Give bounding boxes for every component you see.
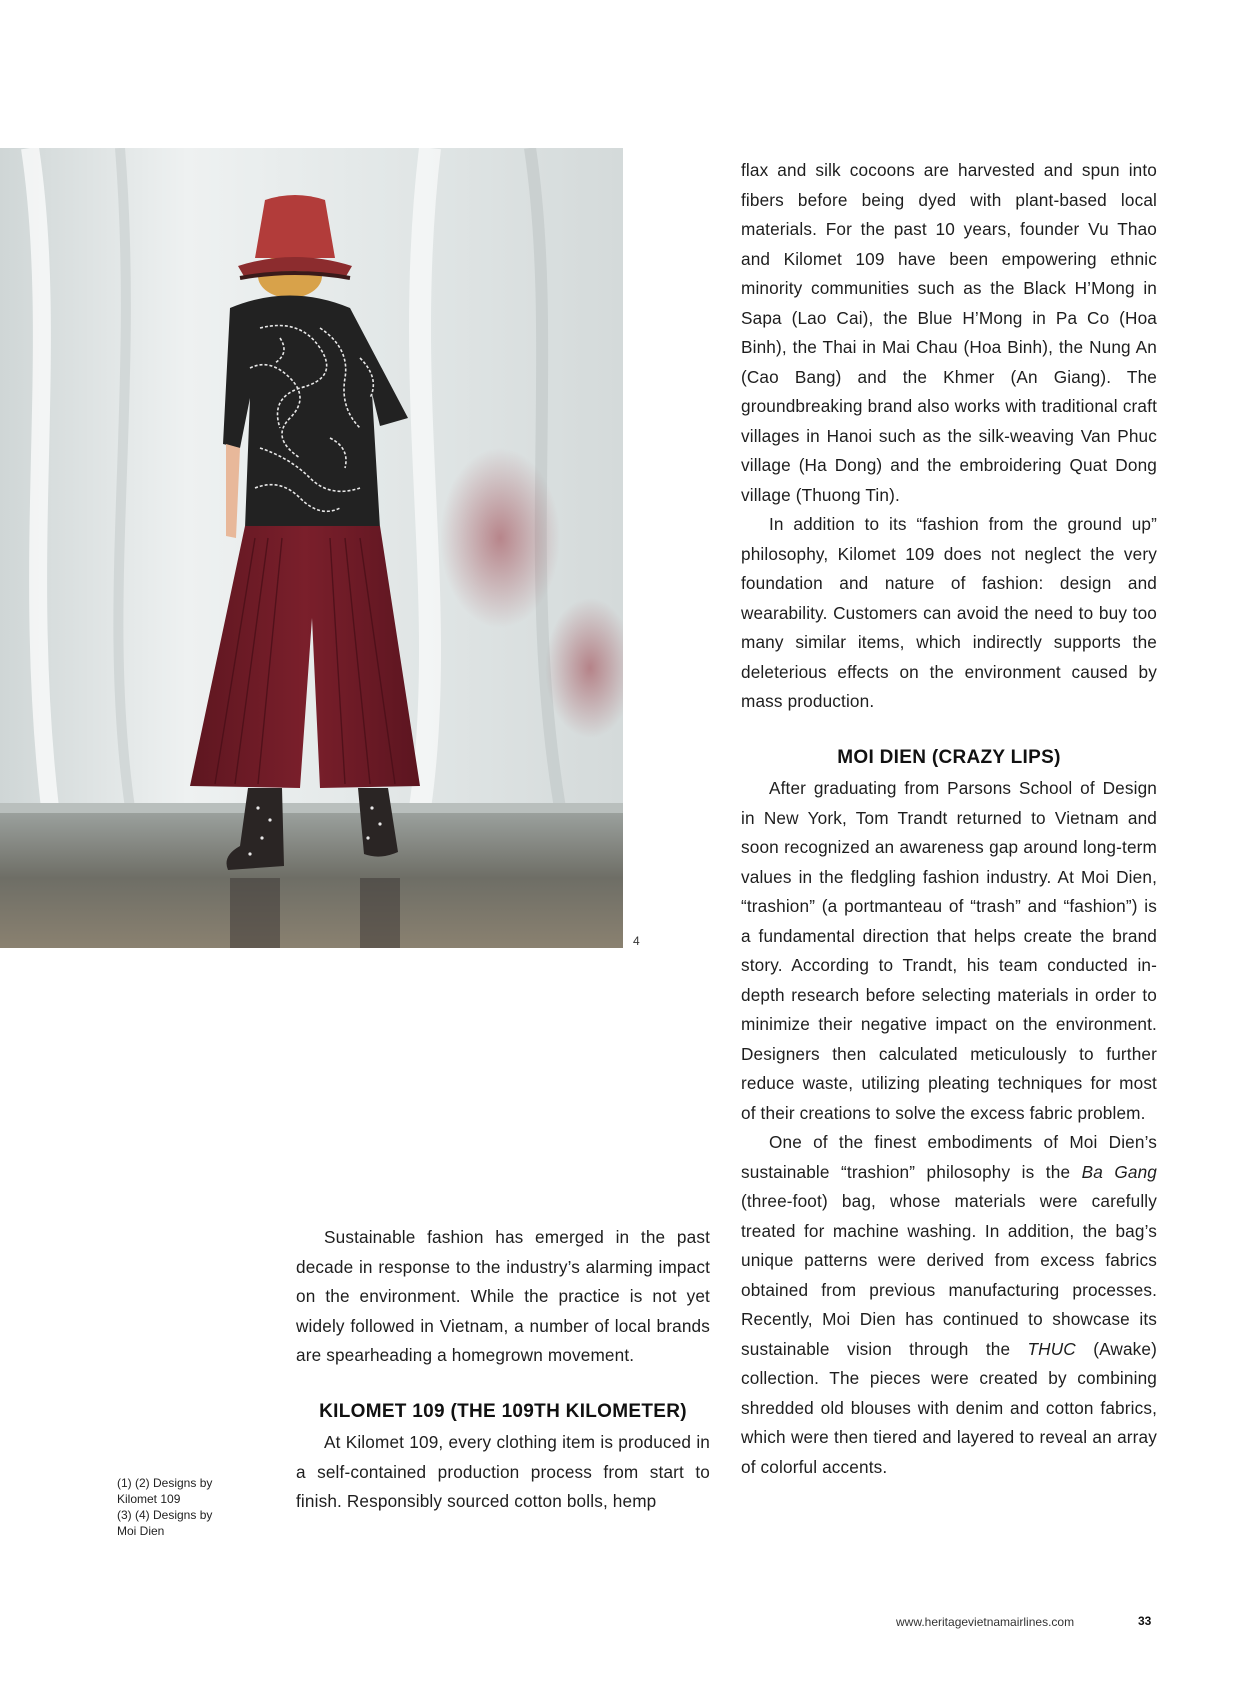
moidien-paragraph-2	[741, 1128, 1157, 1482]
caption-line: (1) (2) Designs by	[117, 1476, 213, 1490]
kilomet-paragraph-1-continued: flax and silk cocoons are harvested and spun into fibers before being dyed with plant-based local materials. For the past 10 years, founder Vu Thao and Kilomet 109 have been empowering ethnic minority communities such as the Black H’Mong in Sapa (Lao Cai), the Blue H’Mong in Pa Co (Hoa Binh), the Thai in Mai Chau (Hoa Binh), the Nung An (Cao Bang) and the Khmer (An Giang). The groundbreaking brand also works with traditional craft villages in Hanoi such as the silk-weaving Van Phuc village (Ha Dong) and the embroidering Quat Dong village (Thuong Tin).	[741, 160, 1157, 505]
right-text-column	[741, 156, 1157, 1482]
heading-moi-dien: MOI DIEN (CRAZY LIPS)	[837, 746, 1061, 768]
heading-kilomet-109: KILOMET 109 (THE 109TH KILOMETER)	[319, 1400, 687, 1422]
ba-gang-term: Ba Gang	[1081, 1161, 1157, 1182]
fashion-photo	[0, 148, 623, 948]
moidien-paragraph-1: After graduating from Parsons School of Design in New York, Tom Trandt returned to Vietnam and soon recognized an awareness gap around long-term values in the fledgling fashion industry. At Moi Dien, “trashion” (a portmanteau of “trash” and “fashion”) is a fundamental direction that helps create the brand story. According to Trandt, his team conducted in-depth research before selecting materials in order to minimize their negative impact on the environment. Designers then calculated meticulously to further reduce waste, utilizing pleating techniques for most of their creations to solve the excess fabric problem.	[741, 778, 1157, 1123]
kilomet-paragraph-1: At Kilomet 109, every clothing item is produced in a self-contained production process from start to finish. Responsibly sourced cotton bolls, hemp	[296, 1432, 710, 1511]
caption-line: Kilomet 109	[117, 1492, 181, 1506]
caption-line: (3) (4) Designs by	[117, 1508, 213, 1522]
page-number: 33	[1138, 1614, 1152, 1628]
photo-caption	[117, 1475, 257, 1539]
moidien-p2-part-a: One of the finest embodiments of Moi Dien’s sustainable “trashion” philosophy is the	[741, 1132, 1157, 1182]
moidien-p2-part-b: (three-foot) bag, whose materials were carefully treated for machine washing. In addition, the bag’s unique patterns were derived from excess fabrics obtained from previous manufacturing processes. Recently, Moi Dien has continued to showcase its sustainable vision through the	[741, 1191, 1157, 1359]
left-text-column	[296, 1223, 710, 1517]
caption-line: Moi Dien	[117, 1524, 165, 1538]
photo-number: 4	[633, 934, 640, 948]
fashion-photo-moi-dien-design-icon	[0, 148, 623, 948]
intro-paragraph: Sustainable fashion has emerged in the past decade in response to the industry’s alarming impact on the environment. While the practice is not yet widely followed in Vietnam, a number of local brands are spearheading a homegrown movement.	[296, 1227, 710, 1365]
kilomet-paragraph-2: In addition to its “fashion from the ground up” philosophy, Kilomet 109 does not neglect the very foundation and nature of fashion: design and wearability. Customers can avoid the need to buy too many similar items, which indirectly supports the deleterious effects on the environment caused by mass production.	[741, 514, 1157, 711]
thuc-term: THUC	[1027, 1338, 1076, 1359]
moidien-p2-part-c: (Awake) collection. The pieces were created by combining shredded old blouses with denim and cotton fabrics, which were then tiered and layered to reveal an array of colorful accents.	[741, 1338, 1157, 1477]
footer-website-link[interactable]: www.heritagevietnamairlines.com	[896, 1615, 1075, 1629]
